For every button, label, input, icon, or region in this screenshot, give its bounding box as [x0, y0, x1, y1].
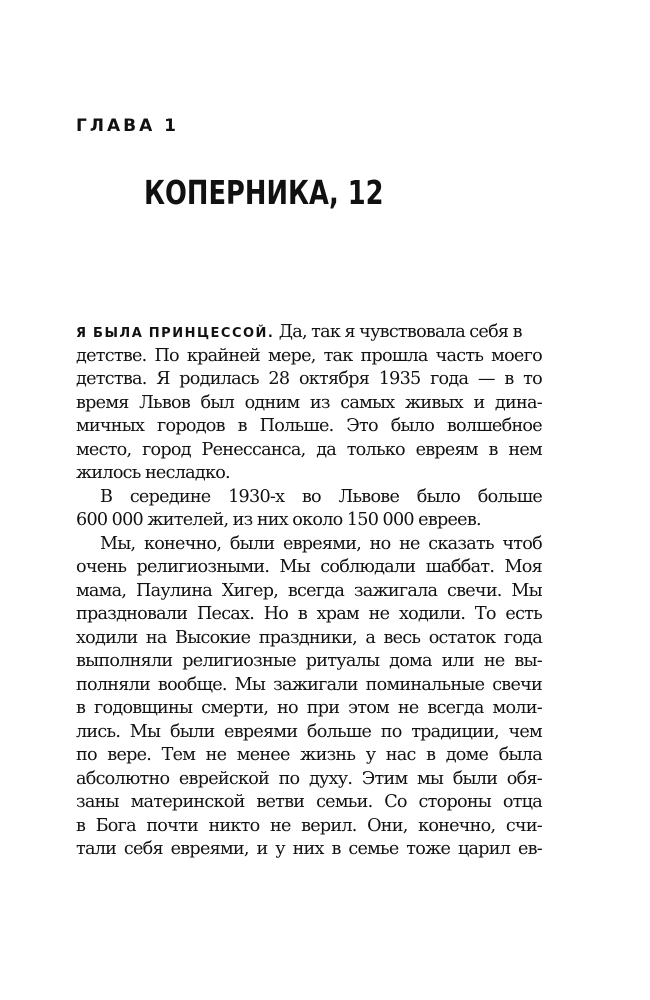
word: ев- — [517, 839, 542, 859]
word: в — [331, 839, 341, 859]
word: Со — [384, 792, 407, 812]
word: всегда — [427, 698, 484, 718]
word: религиозными. — [136, 557, 270, 577]
word: есть — [505, 604, 542, 624]
word: Песах. — [196, 604, 255, 624]
text-line-12 — [76, 580, 542, 604]
word: нем — [508, 439, 542, 460]
text-line-19 — [76, 744, 542, 768]
word: лись. — [76, 721, 121, 742]
word: место, — [76, 439, 132, 460]
word: были — [229, 533, 275, 554]
word: мы — [416, 768, 444, 789]
word: Мы — [279, 557, 310, 577]
word: не — [269, 815, 291, 836]
word: время — [76, 392, 129, 413]
text-line-4 — [76, 392, 542, 416]
word: дина- — [494, 392, 542, 413]
word: Львове — [338, 486, 400, 507]
word: живых — [404, 392, 463, 413]
word: По — [154, 345, 179, 366]
word: в — [426, 745, 436, 765]
text-line-23 — [76, 838, 542, 862]
word: была — [498, 745, 542, 765]
word: у — [275, 839, 285, 859]
word: дома — [389, 651, 432, 671]
word: соблюдали — [320, 557, 416, 577]
word: вы- — [514, 651, 542, 671]
word: Львов — [139, 392, 191, 413]
word: зажигала — [353, 580, 438, 601]
word: Мы — [234, 674, 266, 695]
text-line-13 — [76, 603, 542, 627]
text-line-8 — [76, 486, 542, 510]
word: весь — [383, 627, 421, 648]
word: у — [365, 745, 376, 765]
word: Польше. — [259, 416, 334, 436]
word: Мы — [511, 580, 542, 601]
word: но — [369, 533, 391, 554]
word: или — [441, 651, 474, 671]
word: еврейской — [178, 768, 270, 789]
word: ритуалы — [305, 651, 380, 671]
word: евреями, — [282, 533, 362, 554]
word: тоже — [406, 839, 451, 859]
word: стороны — [418, 792, 492, 812]
word: и — [256, 839, 268, 859]
text-line-22 — [76, 815, 542, 839]
word: почти — [146, 815, 198, 836]
word: Паулина — [135, 580, 213, 601]
lead-in: Я БЫЛА ПРИНЦЕССОЙ. — [76, 326, 275, 341]
word: не — [397, 698, 419, 718]
text-line-6 — [76, 439, 542, 463]
body-text — [76, 321, 542, 862]
text-line-18 — [76, 721, 542, 745]
word: в — [76, 815, 86, 836]
word: Этим — [361, 768, 408, 789]
word: на — [145, 627, 167, 648]
word: заны — [76, 792, 119, 812]
word: и — [473, 392, 485, 413]
word: чтоб — [502, 533, 542, 554]
word: Я — [156, 369, 170, 389]
word: Это — [346, 416, 378, 436]
word: евреями — [224, 721, 298, 742]
word: счи- — [505, 815, 542, 836]
word: царил — [457, 839, 511, 859]
word: родилась — [179, 369, 259, 389]
word: самых — [340, 392, 395, 413]
word: часть — [435, 345, 484, 366]
text-line-16 — [76, 674, 542, 698]
word: по — [76, 745, 97, 765]
word: мама, — [76, 580, 127, 601]
word: не — [205, 745, 227, 765]
word: сказать — [428, 533, 494, 554]
word: были — [169, 721, 215, 742]
word: 1930-х — [228, 486, 285, 507]
word: детстве. — [76, 345, 147, 366]
word: семьи. — [316, 792, 373, 812]
word: семье — [348, 839, 399, 859]
text-line-21 — [76, 791, 542, 815]
word: праздники, — [258, 627, 357, 648]
word: в — [297, 604, 307, 624]
word: прошла — [360, 345, 428, 366]
word: больше — [306, 721, 372, 742]
word: года — [430, 369, 469, 389]
word: моли- — [492, 698, 542, 718]
word: вере. — [107, 745, 152, 765]
word: Тем — [161, 745, 196, 765]
word: Хигер, — [221, 580, 279, 601]
word: ходили. — [398, 604, 466, 624]
word: Они, — [367, 815, 408, 836]
word: конечно, — [143, 533, 222, 554]
word: были — [452, 768, 498, 789]
word: да — [316, 439, 337, 460]
word: 28 — [268, 369, 290, 389]
word: было — [390, 416, 435, 436]
text-line-7: жилось несладко. — [76, 463, 230, 483]
word: 1935 — [378, 369, 421, 389]
word: не — [399, 533, 420, 554]
text-line-17 — [76, 697, 542, 721]
chapter-label: ГЛАВА 1 — [76, 116, 179, 136]
word: В — [100, 486, 113, 507]
word: Мы — [129, 721, 161, 742]
chapter-title: КОПЕРНИКА, 12 — [144, 173, 384, 212]
word: традиции, — [411, 721, 499, 742]
word: только — [346, 439, 405, 460]
word: материнской — [130, 792, 245, 812]
word: этом — [348, 698, 389, 718]
word: Мы, — [100, 533, 136, 554]
word: себя — [123, 839, 163, 859]
text-line-15 — [76, 650, 542, 674]
word: детства. — [76, 369, 147, 389]
word: очень — [76, 557, 127, 577]
text-line-1 — [76, 321, 542, 345]
word: волшебное — [446, 416, 542, 436]
word: из — [309, 392, 330, 413]
word: нас — [385, 745, 416, 765]
text-line-1-rest: Да, так я чувствовала себя в — [274, 322, 522, 342]
word: годовщины — [94, 698, 193, 718]
word: Ренессанса, — [201, 439, 306, 460]
word: абсолютно — [76, 768, 170, 789]
word: одним — [244, 392, 300, 413]
word: То — [474, 604, 496, 624]
word: Бога — [95, 815, 136, 836]
word: ходили — [76, 627, 138, 648]
word: остаток — [428, 627, 496, 648]
word: свечи. — [447, 580, 502, 601]
word: в — [488, 439, 498, 460]
word: вообще. — [157, 674, 227, 695]
word: Моя — [504, 557, 542, 577]
word: доме — [445, 745, 489, 765]
word: октября — [298, 369, 370, 389]
text-line-20 — [76, 768, 542, 792]
word: моего — [491, 345, 542, 366]
word: верил. — [301, 815, 357, 836]
word: выполняли — [76, 651, 173, 671]
word: городов — [157, 416, 225, 436]
word: середине — [129, 486, 211, 507]
word: тали — [76, 839, 117, 859]
text-line-14 — [76, 627, 542, 651]
word: храм — [316, 604, 359, 624]
word: свечи — [492, 674, 542, 695]
word: так — [323, 345, 353, 366]
word: в — [237, 416, 247, 436]
text-line-11 — [76, 556, 542, 580]
word: в — [504, 369, 514, 389]
text-line-3 — [76, 368, 542, 392]
word: духу. — [308, 768, 353, 789]
word: зажигали — [273, 674, 358, 695]
word: жизнь — [300, 745, 356, 765]
word: то — [523, 369, 542, 389]
word: крайней — [186, 345, 260, 366]
word: смерти, — [201, 698, 269, 718]
word: не — [368, 604, 390, 624]
text-line-2 — [76, 345, 542, 369]
word: всегда — [287, 580, 345, 601]
word: город — [142, 439, 191, 460]
word: но — [277, 698, 298, 718]
word: по — [380, 721, 402, 742]
word: в — [76, 698, 86, 718]
word: мере, — [267, 345, 316, 366]
word: года — [503, 627, 542, 648]
word: больше — [477, 486, 542, 507]
word: религиозные — [182, 651, 296, 671]
word: был — [200, 392, 235, 413]
word: — — [477, 369, 495, 389]
word: а — [365, 627, 376, 648]
word: Высокие — [175, 627, 251, 648]
word: евреям — [415, 439, 478, 460]
text-line-10 — [76, 533, 542, 557]
word: евреями, — [170, 839, 249, 859]
word: обя- — [506, 768, 542, 789]
word: ветви — [256, 792, 305, 812]
word: при — [306, 698, 340, 718]
word: никто — [208, 815, 260, 836]
word: поминальные — [365, 674, 485, 695]
word: отца — [502, 792, 542, 812]
word: было — [416, 486, 461, 507]
text-line-9: 600 000 жителей, из них около 150 000 евреев. — [76, 510, 481, 530]
word: не — [483, 651, 505, 671]
word: конечно, — [418, 815, 496, 836]
word: полняли — [76, 674, 150, 695]
word: шаббат. — [425, 557, 495, 577]
word: них — [292, 839, 324, 859]
word: праздновали — [76, 604, 188, 624]
word: по — [278, 768, 300, 789]
word: во — [301, 486, 321, 507]
word: менее — [236, 745, 290, 765]
word: чем — [508, 721, 542, 742]
text-line-5 — [76, 415, 542, 439]
word: мичных — [76, 416, 145, 436]
word: Но — [263, 604, 289, 624]
